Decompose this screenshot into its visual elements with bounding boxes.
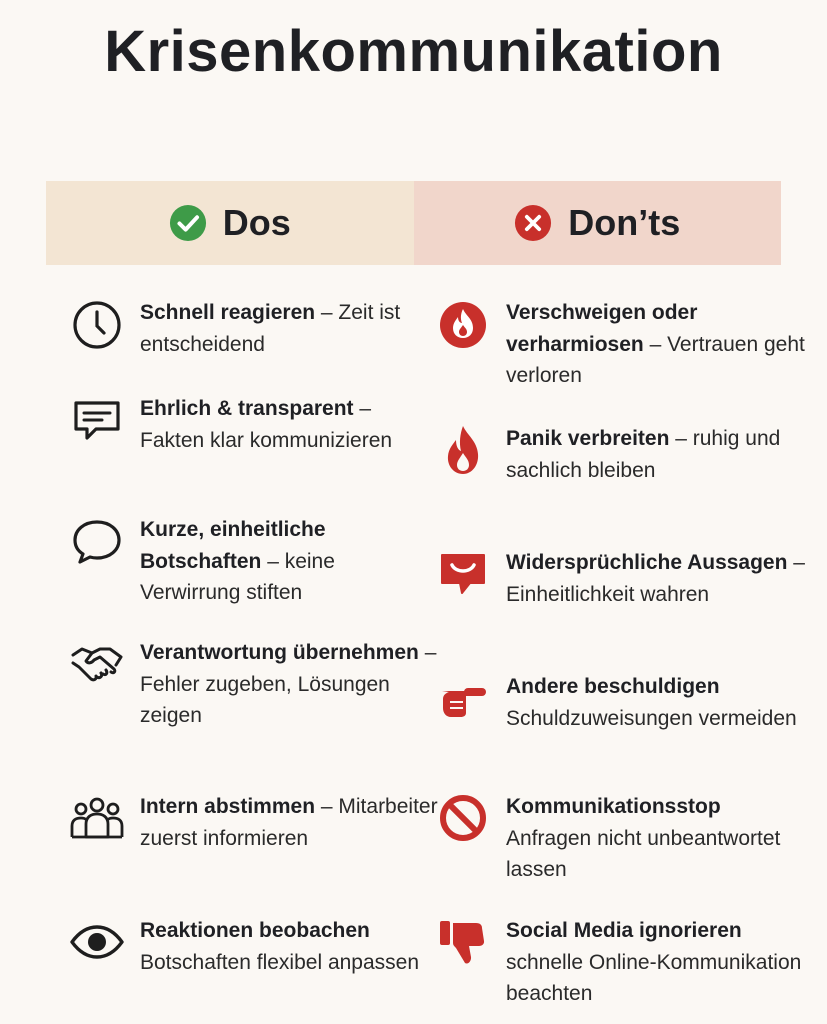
speech-bubble-icon [70,514,124,568]
dos-item-text: Schnell reagieren – Zeit ist entscheidend [140,301,401,356]
dos-item-text: Intern abstimmen – Mitarbeiter zuerst informieren [140,795,438,850]
dos-item-text: Kurze, einheitliche Botschaften – keine Verwirrung stiften [140,518,335,604]
team-icon [70,791,124,845]
dos-item-text: Reaktionen beobachen Botschaften flexibel anpassen [140,919,420,974]
column-headers [46,181,781,265]
flame-icon [436,423,490,477]
clock-icon [70,297,124,351]
thumbs-down-icon [436,915,490,969]
check-circle-icon [169,204,207,242]
donts-item-text: Social Media ignorieren schnelle Online-Kommunikation beachten [506,919,802,1005]
eye-icon [70,915,124,969]
donts-item-text: Andere beschuldigen Schuldzuweisungen vermeiden [506,675,797,730]
donts-header [414,181,782,265]
fire-circle-icon [436,297,490,351]
page-title: Krisenkommunikation [104,19,723,84]
handshake-icon [70,637,124,691]
contradiction-bubble-icon [436,547,490,601]
donts-item-text: Kommunikationsstop Anfragen nicht unbeantwortet lassen [506,795,781,881]
dos-item-text: Ehrlich & transparent – Fakten klar kommunizieren [140,397,393,452]
donts-item-text: Panik verbreiten – ruhig und sachlich bleiben [506,427,781,482]
pointing-hand-icon [436,671,490,725]
donts-heading: Don’ts [568,202,681,243]
message-square-icon [70,393,124,447]
donts-item-text: Widersprüchliche Aussagen – Einheitlichkeit wahren [506,551,805,606]
donts-item-text: Verschweigen oder verharmiosen – Vertrauen geht verloren [506,301,805,387]
dos-header [46,181,414,265]
dos-item-text: Verantwortung übernehmen – Fehler zugeben, Lösungen zeigen [140,641,437,727]
x-circle-icon [514,204,552,242]
dos-heading: Dos [222,202,291,243]
prohibited-icon [436,791,490,845]
